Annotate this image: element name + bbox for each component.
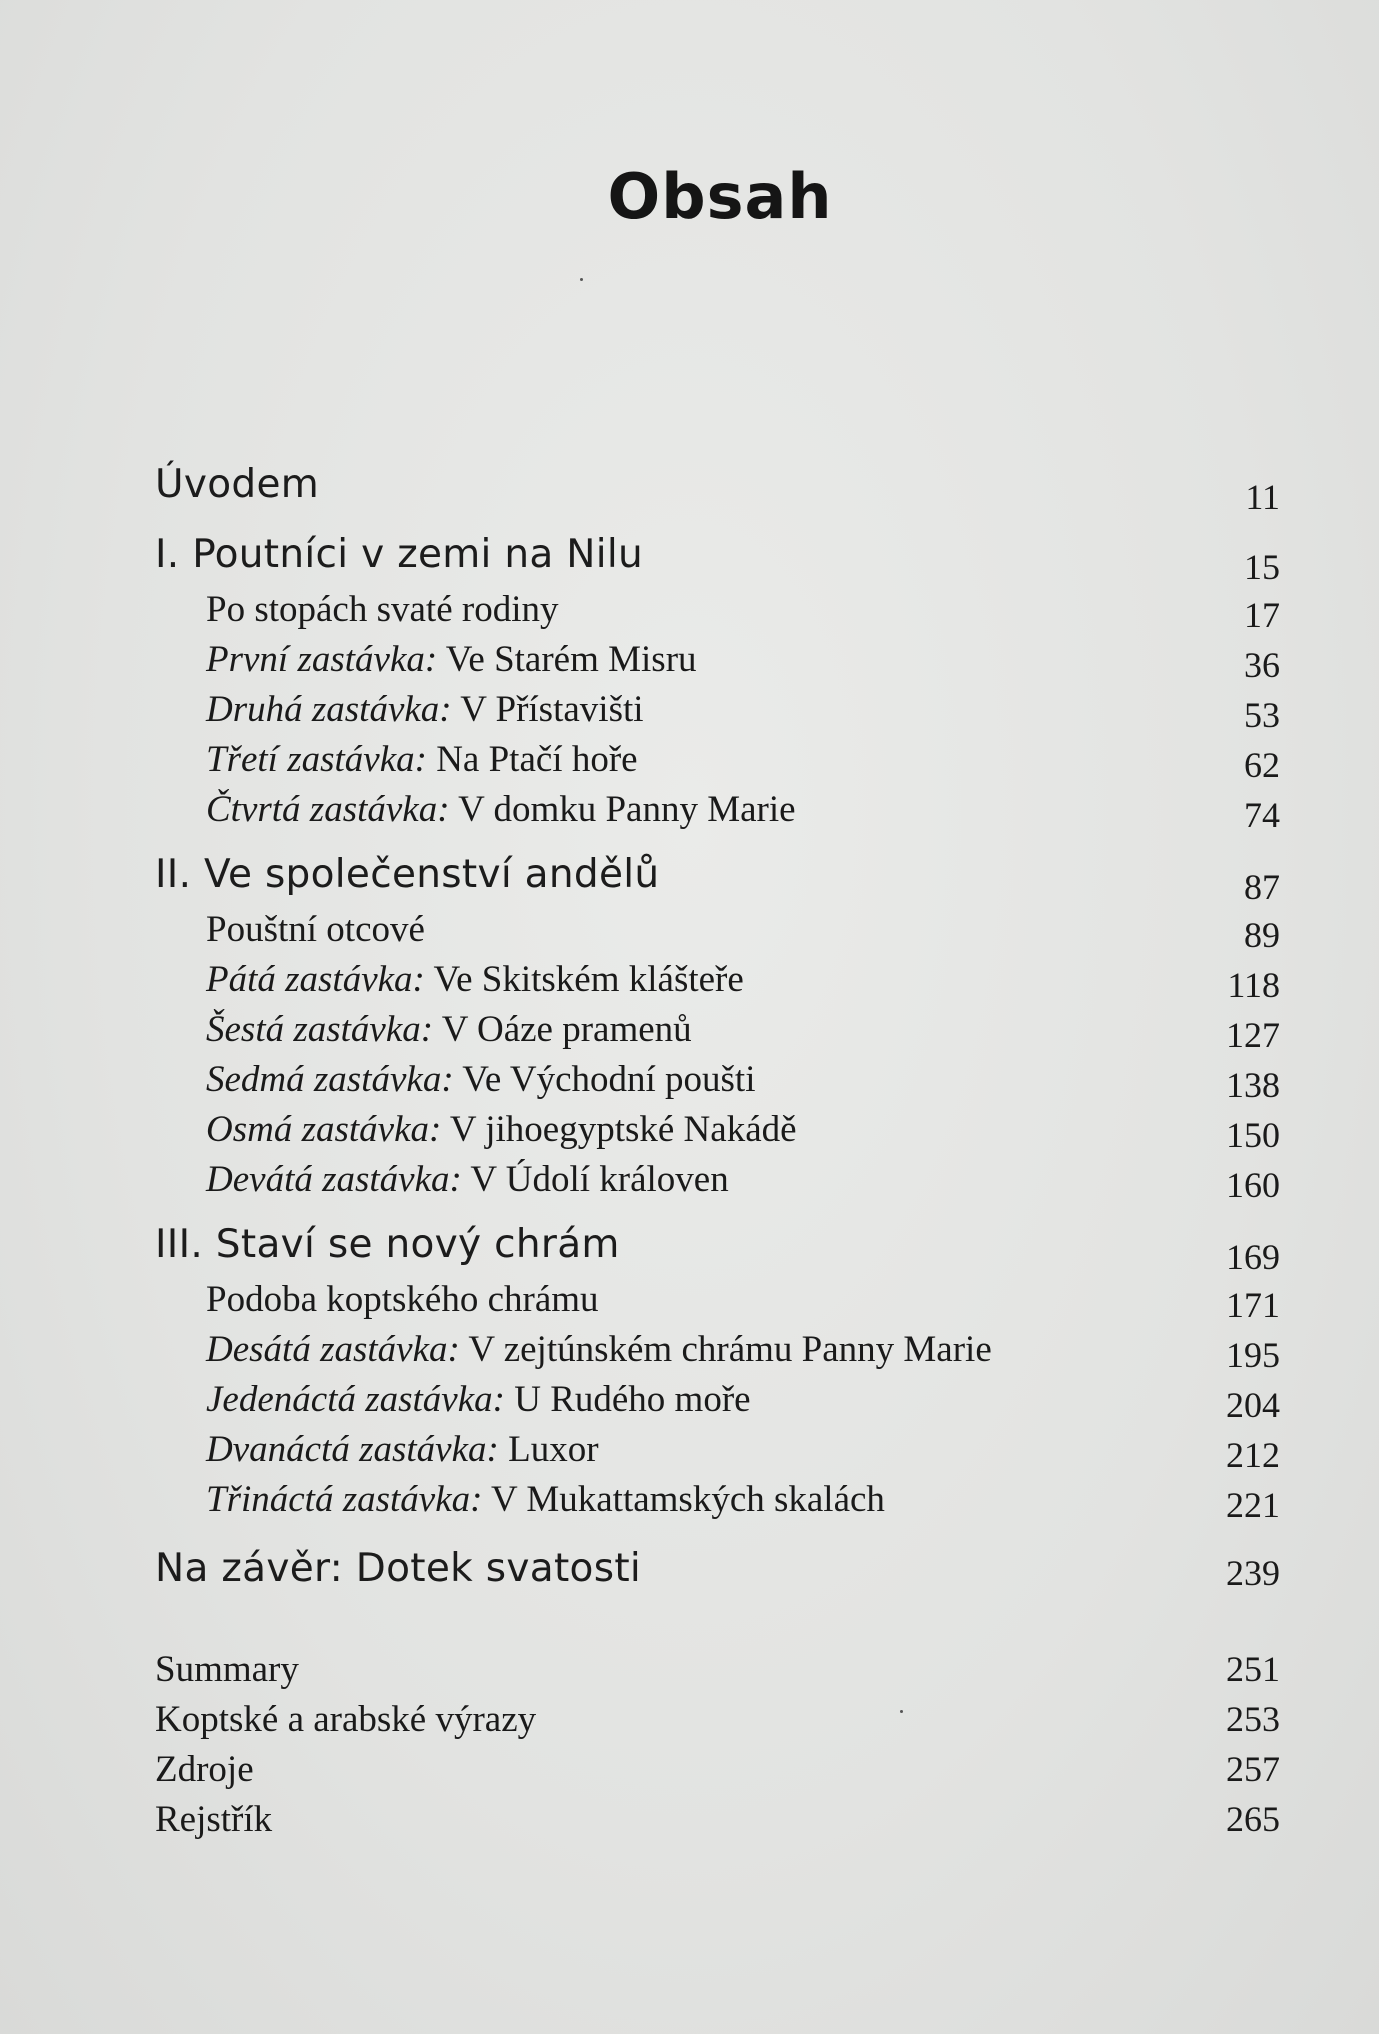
toc-entry-title (206, 1328, 992, 1371)
toc-page-number: 11 (1245, 477, 1280, 517)
toc-entry-title (206, 688, 644, 731)
toc-entry-title (206, 1158, 729, 1201)
toc-page-number: 127 (1226, 1015, 1280, 1055)
toc-page-number: 150 (1226, 1115, 1280, 1155)
toc-entry-title: Summary (155, 1649, 299, 1690)
toc-entry-prefix: Devátá zastávka: (206, 1159, 462, 1200)
toc-entry-title (206, 1478, 885, 1521)
toc-page-number: 169 (1226, 1237, 1280, 1277)
toc-entry-title: Pouštní otcové (206, 909, 425, 950)
toc-page-number: 257 (1226, 1749, 1280, 1789)
toc-page-number: 221 (1226, 1485, 1280, 1525)
toc-page-number: 89 (1244, 915, 1280, 955)
toc-entry-prefix: Jedenáctá zastávka: (206, 1379, 505, 1420)
toc-entry-text: V Oáze pramenů (433, 1009, 692, 1050)
toc-part-title: I. Poutníci v zemi na Nilu (155, 532, 644, 577)
toc-entry-text: V Údolí královen (461, 1159, 729, 1200)
toc-entry-title (206, 788, 796, 831)
toc-entry-text: V domku Panny Marie (449, 789, 796, 830)
toc-entry-text: U Rudého moře (504, 1379, 751, 1420)
toc-entry-title: Podoba koptského chrámu (206, 1279, 599, 1320)
toc-entry-prefix: Dvanáctá zastávka: (206, 1429, 499, 1470)
toc-entry-title (206, 958, 744, 1001)
toc-entry-prefix: Čtvrtá zastávka: (206, 789, 450, 830)
toc-page-number: 87 (1244, 867, 1280, 907)
toc-part-title: III. Staví se nový chrám (155, 1222, 620, 1267)
toc-entry-prefix: Třináctá zastávka: (206, 1479, 483, 1520)
toc-page-number: 251 (1226, 1649, 1280, 1689)
toc-entry-prefix: Desátá zastávka: (206, 1329, 460, 1370)
toc-entry-title: Zdroje (155, 1749, 254, 1790)
paper-speck (900, 1710, 903, 1713)
toc-entry-prefix: Druhá zastávka: (206, 689, 452, 730)
page-title: Obsah (607, 160, 833, 233)
toc-entry-text: Na Ptačí hoře (426, 739, 638, 780)
toc-page-number: 118 (1227, 965, 1280, 1005)
toc-entry-text: V jihoegyptské Nakádě (441, 1109, 797, 1150)
toc-entry-title: Rejstřík (155, 1799, 273, 1840)
toc-page-number: 160 (1226, 1165, 1280, 1205)
toc-entry-title (206, 1058, 755, 1101)
toc-page-number: 17 (1244, 595, 1280, 635)
toc-entry-title (206, 738, 638, 781)
toc-entry-text: Ve Starém Misru (437, 639, 697, 680)
toc-page-number: 239 (1226, 1553, 1280, 1593)
toc-entry-prefix: Třetí zastávka: (206, 739, 427, 780)
toc-entry-title: Koptské a arabské výrazy (155, 1699, 537, 1740)
toc-entry-title (206, 1428, 599, 1471)
toc-entry-text: Ve Východní poušti (453, 1059, 756, 1100)
toc-page-number: 265 (1226, 1799, 1280, 1839)
toc-entry-title (206, 1378, 751, 1421)
toc-entry-text: Luxor (498, 1429, 599, 1470)
toc-entry-prefix: Sedmá zastávka: (206, 1059, 454, 1100)
toc-entry-title (206, 1008, 692, 1051)
toc-page-number: 15 (1244, 547, 1280, 587)
toc-page-number: 195 (1226, 1335, 1280, 1375)
toc-page-number: 212 (1226, 1435, 1280, 1475)
toc-entry-prefix: Osmá zastávka: (206, 1109, 442, 1150)
toc-entry-title: Po stopách svaté rodiny (206, 589, 559, 630)
toc-page-number: 74 (1244, 795, 1280, 835)
toc-page-number: 171 (1226, 1285, 1280, 1325)
toc-entry-prefix: Pátá zastávka: (206, 959, 425, 1000)
toc-page-number: 53 (1244, 695, 1280, 735)
toc-entry-title (206, 1108, 797, 1151)
toc-entry-title (206, 638, 697, 681)
toc-part-title: II. Ve společenství andělů (155, 852, 660, 897)
toc-page-number: 138 (1226, 1065, 1280, 1105)
toc-entry-title: Úvodem (155, 462, 320, 507)
toc-entry-title: Na závěr: Dotek svatosti (155, 1546, 642, 1591)
toc-entry-prefix: Šestá zastávka: (206, 1009, 434, 1050)
toc-page-number: 36 (1244, 645, 1280, 685)
toc-entry-text: V zejtúnském chrámu Panny Marie (459, 1329, 992, 1370)
toc-page-number: 204 (1226, 1385, 1280, 1425)
toc-entry-text: Ve Skitském klášteře (424, 959, 744, 1000)
toc-page-number: 62 (1244, 745, 1280, 785)
paper-speck (580, 278, 583, 281)
toc-entry-text: V Mukattamských skalách (482, 1479, 885, 1520)
toc-page-number: 253 (1226, 1699, 1280, 1739)
toc-entry-prefix: První zastávka: (206, 639, 438, 680)
toc-entry-text: V Přístavišti (451, 689, 644, 730)
